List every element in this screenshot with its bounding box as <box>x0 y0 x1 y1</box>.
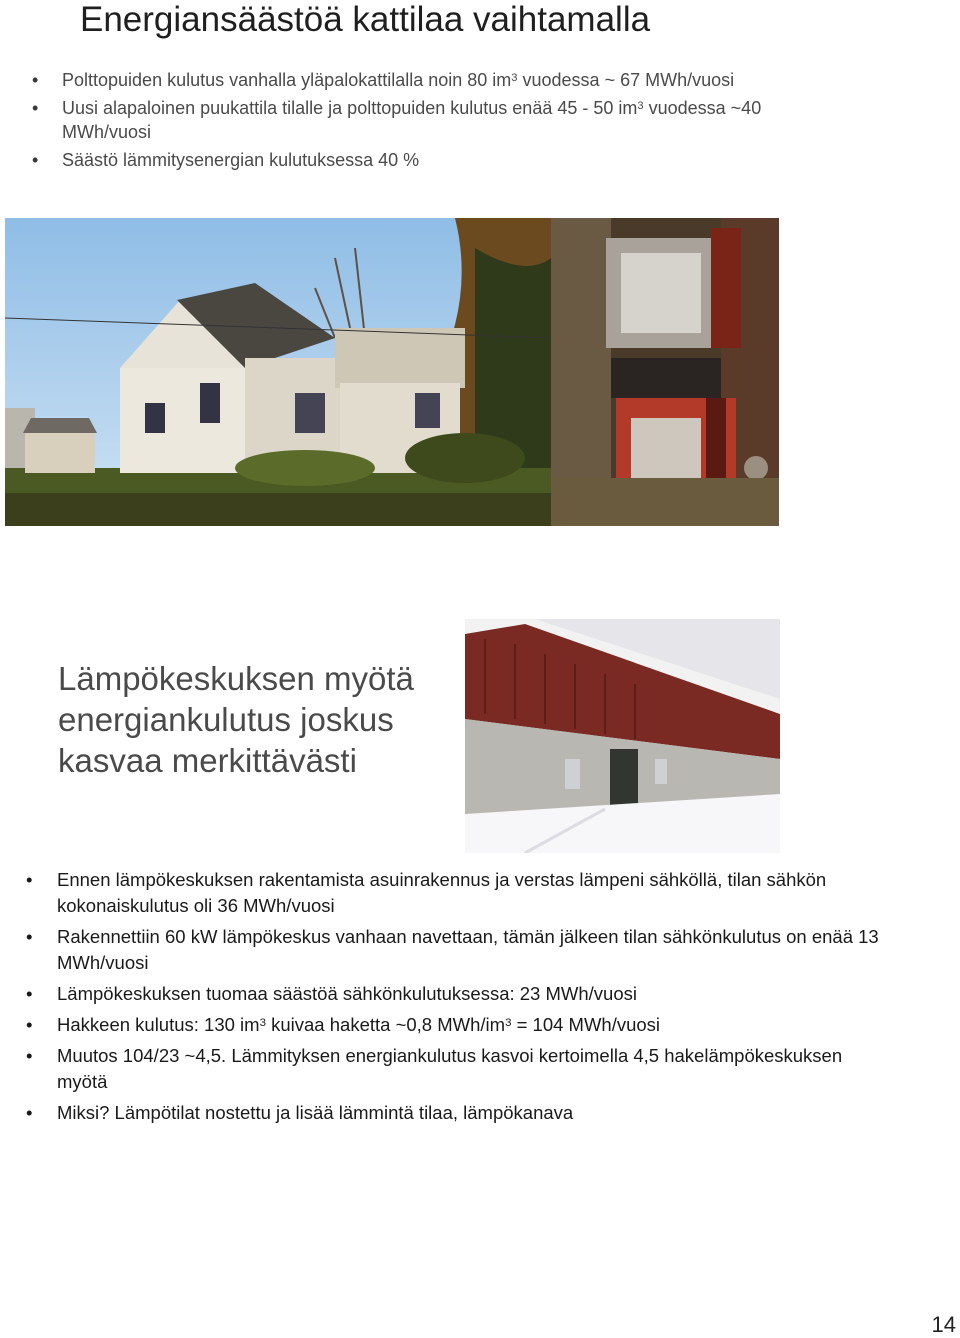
page-number: 14 <box>931 1312 956 1337</box>
bullet-item: • Rakennettiin 60 kW lämpökeskus vanhaan navettaan, tämän jälkeen tilan sähkönkulutus on enää 13 MWh/vuosi <box>26 924 886 976</box>
slide2-bullet-list <box>26 867 886 1131</box>
bullet-item: • Ennen lämpökeskuksen rakentamista asuinrakennus ja verstas lämpeni sähköllä, tilan sähkön kokonaiskulutus oli 36 MWh/vuosi <box>26 867 886 919</box>
boiler-photo <box>551 218 779 526</box>
bullet-item: • Hakkeen kulutus: 130 $im^3$ kuivaa haketta ~0,8 MWh/$im^3 = 104$ MWh/vuosi <box>26 1012 886 1038</box>
slide1-title: Energiansäästöä kattilaa vaihtamalla <box>80 0 651 39</box>
bullet-item: • Miksi? Lämpötilat nostettu ja lisää lämmintä tilaa, lämpökanava <box>26 1100 886 1126</box>
bullet-item: • Säästö lämmitysenergian kulutuksessa 40 % <box>32 148 792 172</box>
bullet-item: • Lämpökeskuksen tuomaa säästöä sähkönkulutuksessa: 23 MWh/vuosi <box>26 981 886 1007</box>
slide1-bullet-list <box>32 68 792 176</box>
house-photo <box>5 218 551 526</box>
slide2-title: Lämpökeskuksen myötä energiankulutus joskus kasvaa merkittävästi <box>58 660 414 779</box>
barn-photo <box>465 619 780 853</box>
bullet-item: • Muutos 104/23 ~4,5. Lämmityksen energiankulutus kasvoi kertoimella 4,5 hakelämpökeskuksen myötä <box>26 1043 886 1095</box>
bullet-item: • Polttopuiden kulutus vanhalla yläpalokattilalla noin 80 $im^3$ vuodessa ~ 67 MWh/vuosi <box>32 68 792 92</box>
bullet-item: • Uusi alapaloinen puukattila tilalle ja polttopuiden kulutus enää 45 - 50 $im^3$ vuodessa ~40 MWh/vuosi <box>32 96 792 144</box>
